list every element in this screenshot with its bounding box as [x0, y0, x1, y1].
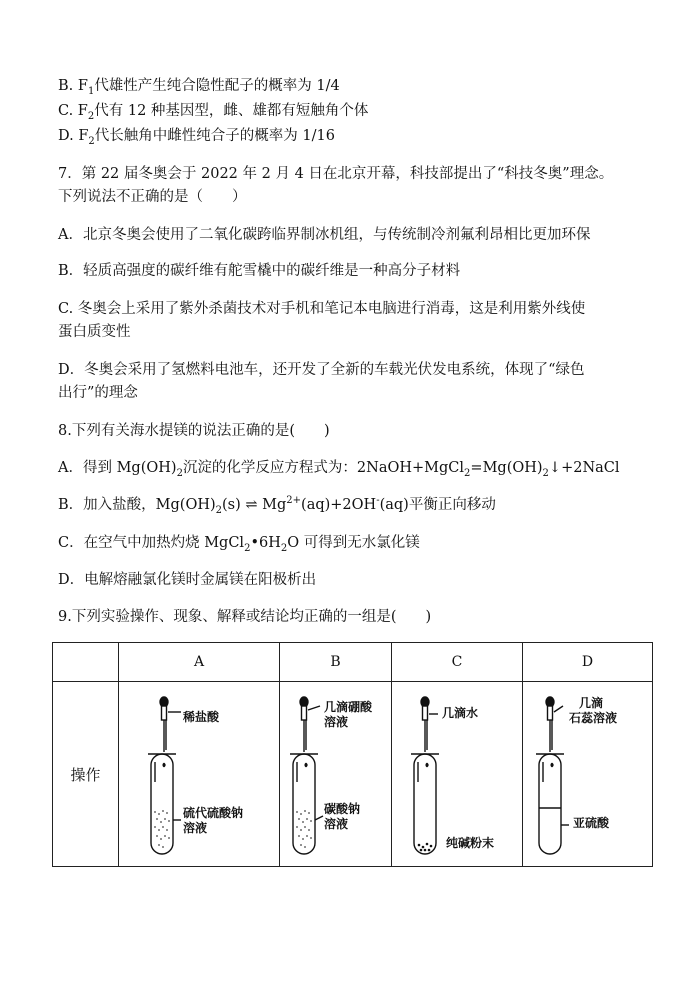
q9-header-d: D	[523, 643, 653, 682]
q9-cell-a	[119, 682, 280, 867]
q8-option-d: D．电解熔融氯化镁时金属镁在阳极析出	[58, 572, 317, 588]
q7-option-d-line2: 出行”的理念	[58, 385, 138, 401]
q8-stem: 8.下列有关海水提镁的说法正确的是( )	[58, 423, 330, 439]
q9-row-label: 操作	[53, 682, 119, 867]
q8-option-c: C．在空气中加热灼烧 $MgCl_2•6H_2O$ 可得到无水氯化镁	[58, 535, 420, 554]
q9-d-reagent-top: 几滴 石蕊溶液	[569, 696, 618, 725]
q6-option-d: D. $F_2$代长触角中雌性纯合子的概率为 1/16	[58, 128, 335, 147]
q9-table	[52, 642, 653, 867]
q9-b-reagent-bottom: 碳酸钠 溶液	[324, 802, 361, 831]
q8-option-a: A．得到 $Mg(OH)_2$沉淀的化学反应方程式为：$2NaOH+MgCl_2=Mg(OH)_2↓+2NaCl$	[58, 460, 620, 479]
q7-option-b: B．轻质高强度的碳纤维有舵雪橇中的碳纤维是一种高分子材料	[58, 263, 461, 279]
q9-header-b: B	[280, 643, 392, 682]
q9-header-c: C	[392, 643, 523, 682]
q7-option-c-line2: 蛋白质变性	[58, 324, 131, 340]
q7-stem-line1: 7．第 22 届冬奥会于 2022 年 2 月 4 日在北京开幕，科技部提出了“科技冬奥”理念。	[58, 166, 614, 182]
q9-a-reagent-top: 稀盐酸	[183, 710, 220, 724]
q6-option-b: B. $F_1$代雄性产生纯合隐性配子的概率为 1/4	[58, 78, 340, 97]
q6-option-c: C. $F_2$代有 12 种基因型，雌、雄都有短触角个体	[58, 103, 369, 122]
q9-cell-c	[392, 682, 523, 867]
q7-stem-line2: 下列说法不正确的是（ ）	[58, 189, 247, 205]
q9-cell-d	[523, 682, 653, 867]
q9-c-reagent-top: 几滴水	[442, 706, 479, 720]
q8-option-b: B．加入盐酸，$Mg(OH)_2(s)$ ⇌ $Mg^{2+}(aq)+2OH^-(aq)$平衡正向移动	[58, 495, 496, 516]
q9-b-reagent-top: 几滴硼酸 溶液	[324, 700, 373, 729]
q9-header-empty	[53, 643, 119, 682]
q9-header-a: A	[119, 643, 280, 682]
q9-c-reagent-bottom: 纯碱粉末	[446, 836, 495, 850]
q7-option-d-line1: D．冬奥会采用了氢燃料电池车，还开发了全新的车载光伏发电系统，体现了“绿色	[58, 362, 585, 378]
q9-a-reagent-bottom: 硫代硫酸钠 溶液	[183, 806, 244, 835]
q7-option-a: A．北京冬奥会使用了二氧化碳跨临界制冰机组，与传统制冷剂氟利昂相比更加环保	[58, 227, 591, 243]
q9-cell-b	[280, 682, 392, 867]
q9-stem: 9.下列实验操作、现象、解释或结论均正确的一组是( )	[58, 609, 432, 625]
q7-option-c-line1: C. 冬奥会上采用了紫外杀菌技术对手机和笔记本电脑进行消毒，这是利用紫外线使	[58, 301, 586, 317]
q9-d-reagent-bottom: 亚硫酸	[573, 816, 610, 830]
